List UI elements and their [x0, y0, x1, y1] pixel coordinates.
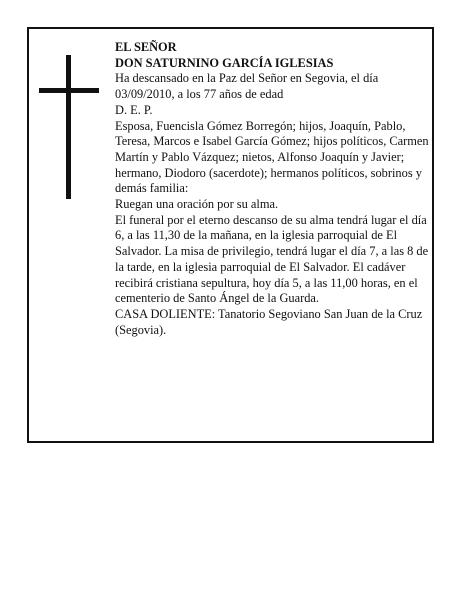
rip-line: D. E. P.	[115, 102, 153, 117]
funeral-details: El funeral por el eterno descanso de su alma tendrá lugar el día 6, a las 11,30 de la mañana, en la iglesia parroquial de El Salvador. La misa de privilegio, tendrá lugar el día 7, a las 8 de la tarde, en la iglesia parroquial de El Salvador. El cadáver recibirá cristiana sepultura, hoy día 5, a las 11,00 horas, en el cementerio de Santo Ángel de la Guarda.	[115, 212, 429, 306]
mourning-house: CASA DOLIENTE: Tanatorio Segoviano San Juan de la Cruz (Segovia).	[115, 306, 423, 337]
death-info: Ha descansado en la Paz del Señor en Segovia, el día 03/09/2010, a los 77 años de edad	[115, 71, 379, 102]
obituary-notice	[27, 27, 434, 443]
notice-title: EL SEÑOR	[115, 40, 177, 54]
prayer-request: Ruegan una oración por su alma.	[115, 197, 279, 212]
family-list: Esposa, Fuencisla Gómez Borregón; hijos, Joaquín, Pablo, Teresa, Marcos e Isabel García Gómez; hijos políticos, Carmen Martín y Pablo Vázquez; nietos, Alfonso Joaquín y Javier; hermano, Diodoro (sacerdote); hermanos políticos, sobrinos y demás familia:	[115, 118, 429, 196]
notice-text	[115, 40, 429, 338]
cross-icon	[39, 55, 103, 199]
deceased-name: DON SATURNINO GARCÍA IGLESIAS	[115, 55, 334, 70]
cross-horizontal-bar	[39, 88, 99, 93]
cross-vertical-bar	[66, 55, 71, 199]
